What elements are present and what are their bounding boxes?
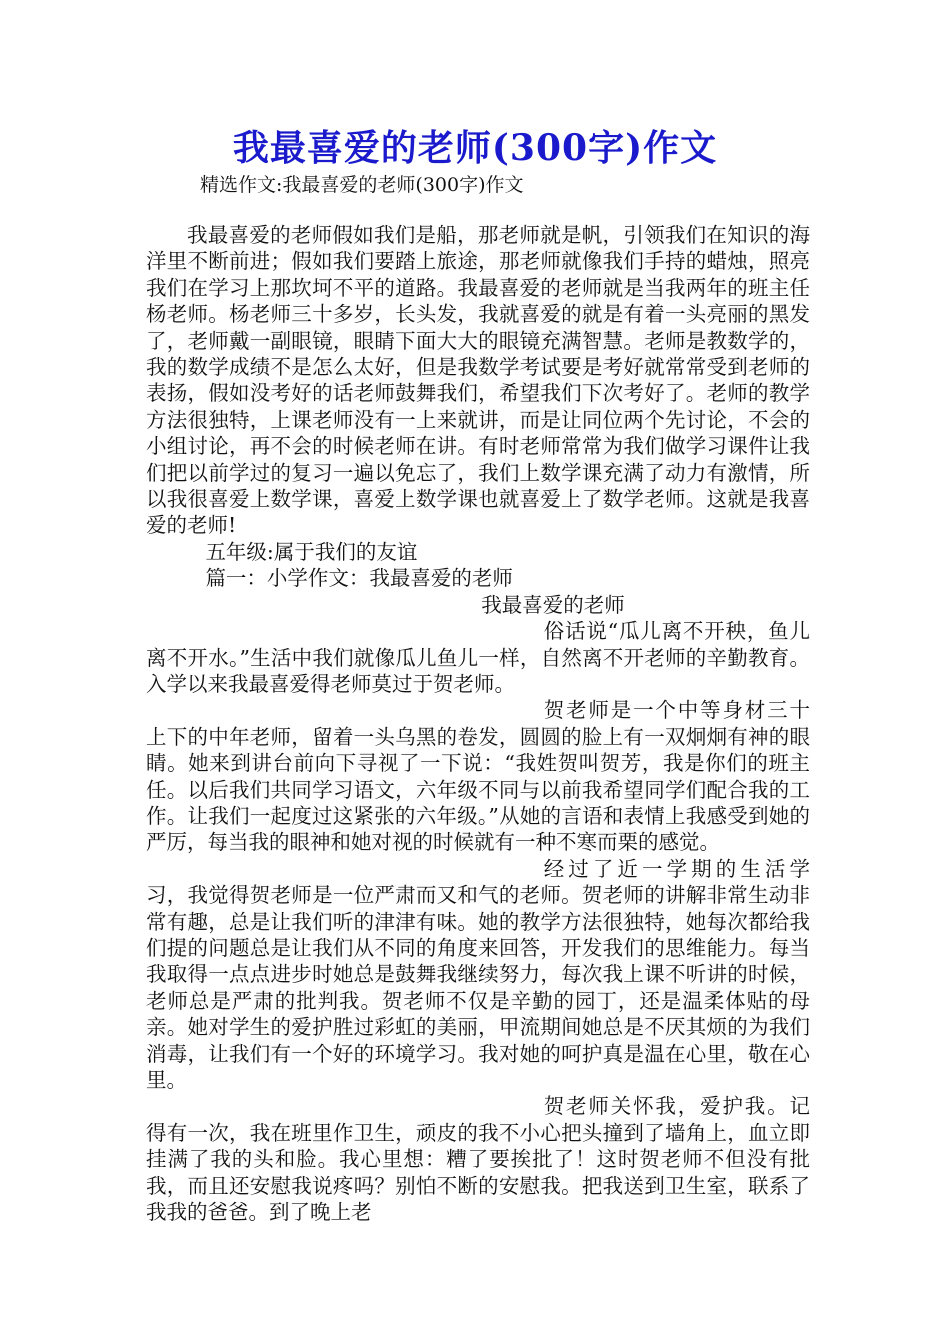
paragraph-3: 篇一：小学作文：我最喜爱的老师 (205, 566, 513, 591)
section-heading: 我最喜爱的老师 (481, 592, 625, 617)
paragraph-6: 贺老师是一个中等身材三十上下的中年老师，留着一头乌黑的卷发，圆圆的脸上有一双炯炯有神的眼睛。她来到讲台前向下寻视了一下说：“我姓贺叫贺芳，我是你们的班主任。以后我们共同学习语文，六年级不同与以前我希望同学们配合我的工作。让我们一起度过这紧张的六年级。”从她的言语和表情上我感受到她的严厉，每当我的眼神和她对视的时候就有一种不寒而栗的感觉。 (146, 698, 810, 855)
document-body (146, 222, 810, 1225)
document-title: 我最喜爱的老师(300字)作文 (232, 127, 718, 169)
paragraph-7: 经过了近一学期的生活学习，我觉得贺老师是一位严肃而又和气的老师。贺老师的讲解非常生动非常有趣，总是让我们听的津津有味。她的教学方法很独特，她每次都给我们提的问题总是让我们从不同的角度来回答，开发我们的思维能力。每当我取得一点点进步时她总是鼓舞我继续努力，每次我上课不听讲的时候，老师总是严肃的批判我。贺老师不仅是辛勤的园丁，还是温柔体贴的母亲。她对学生的爱护胜过彩虹的美丽，甲流期间她总是不厌其烦的为我们消毒，让我们有一个好的环境学习。我对她的呵护真是温在心里，敬在心里。 (146, 856, 810, 1092)
paragraph-2: 五年级:属于我们的友谊 (205, 539, 418, 564)
paragraph-8: 贺老师关怀我，爱护我。记得有一次，我在班里作卫生，顽皮的我不小心把头撞到了墙角上，血立即挂满了我的头和脸。我心里想：糟了要挨批了！这时贺老师不但没有批我，而且还安慰我说疼吗？别怕不断的安慰我。把我送到卫生室，联系了我我的爸爸。到了晚上老 (146, 1094, 810, 1225)
paragraph-5: 俗话说“瓜儿离不开秧，鱼儿离不开水。”生活中我们就像瓜儿鱼儿一样，自然离不开老师的辛勤教育。入学以来我最喜爱得老师莫过于贺老师。 (146, 619, 810, 696)
paragraph-1: 我最喜爱的老师假如我们是船，那老师就是帆，引领我们在知识的海洋里不断前进；假如我们要踏上旅途，那老师就像我们手持的蜡烛，照亮我们在学习上那坎坷不平的道路。我最喜爱的老师就是当我两年的班主任杨老师。杨老师三十多岁，长头发，我就喜爱的就是有着一头亮丽的黑发了，老师戴一副眼镜，眼睛下面大大的眼镜充满智慧。老师是教数学的，我的数学成绩不是怎么太好，但是我数学考试要是考好就常常受到老师的表扬，假如没考好的话老师鼓舞我们，希望我们下次考好了。老师的教学方法很独特，上课老师没有一上来就讲，而是让同位两个先讨论，不会的小组讨论，再不会的时候老师在讲。有时老师常常为我们做学习课件让我们把以前学过的复习一遍以免忘了，我们上数学课充满了动力有激情，所以我很喜爱上数学课，喜爱上数学课也就喜爱上了数学老师。这就是我喜爱的老师! (146, 223, 810, 538)
document-subtitle: 精选作文:我最喜爱的老师(300字)作文 (200, 174, 524, 196)
